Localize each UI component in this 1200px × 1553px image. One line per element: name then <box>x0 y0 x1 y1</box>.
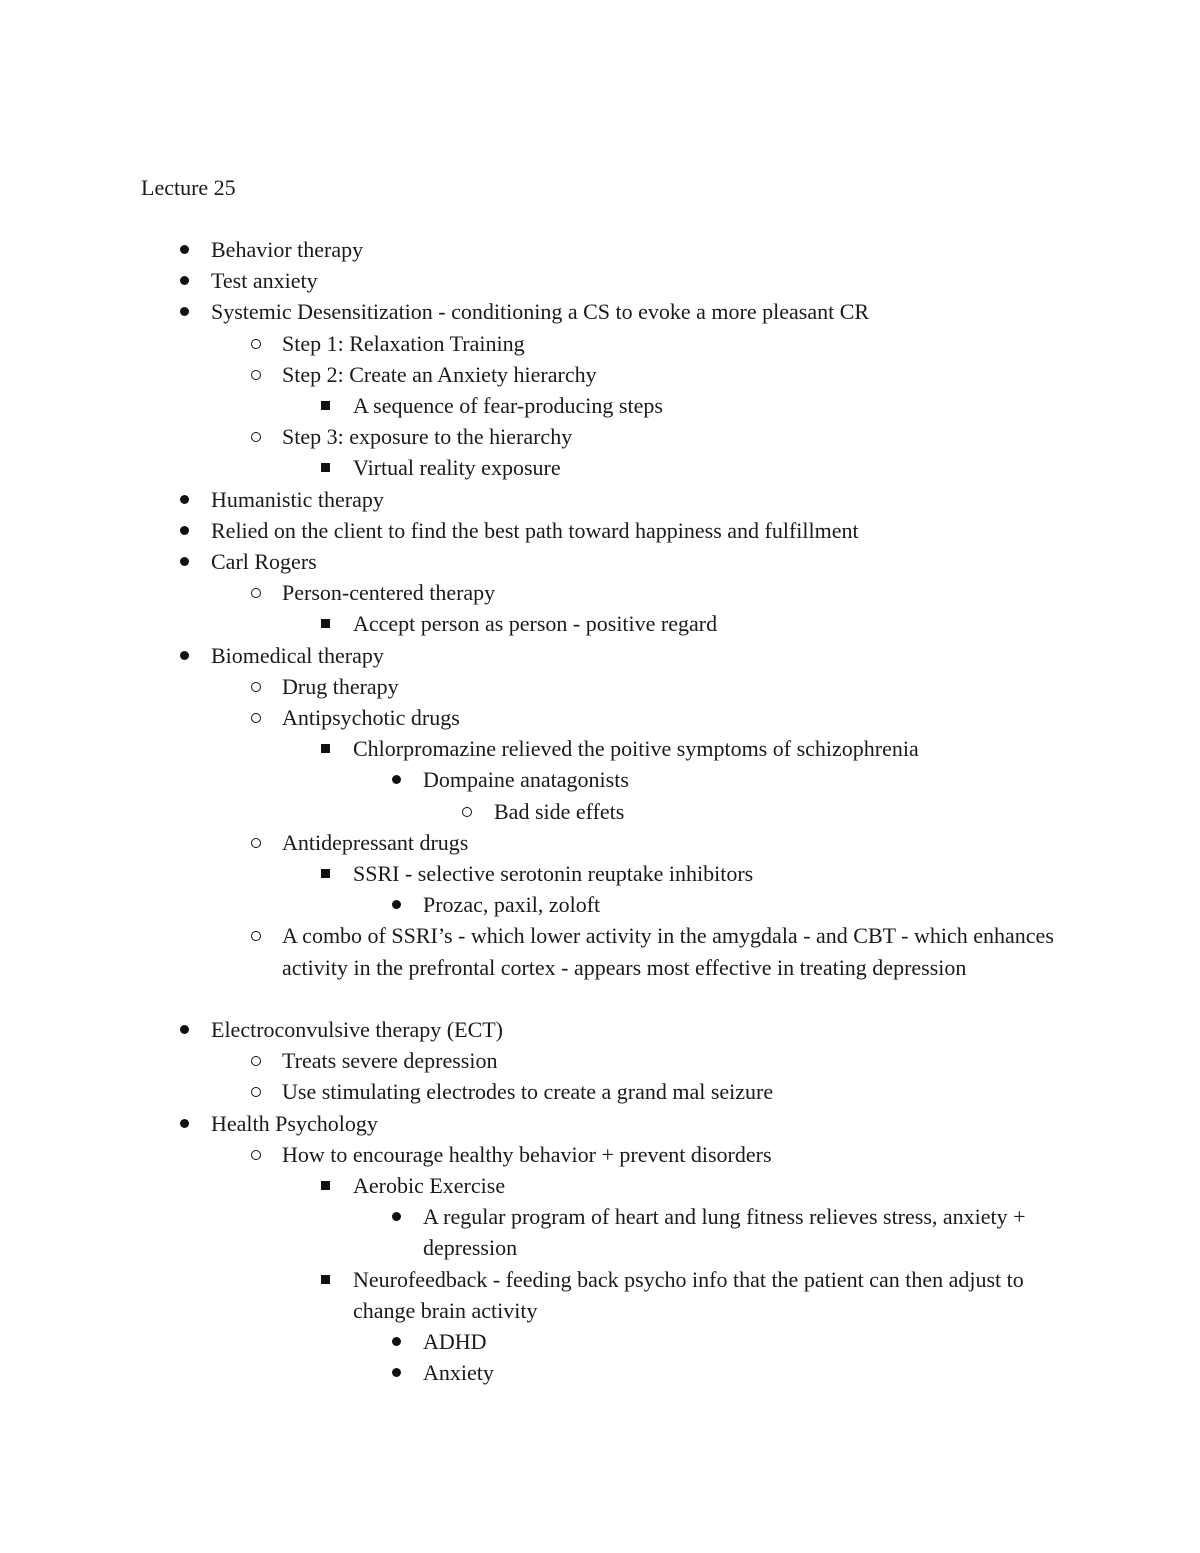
circle-bullet-icon <box>251 931 261 941</box>
list-item-text: Step 3: exposure to the hierarchy <box>282 424 573 450</box>
list-item-text: SSRI - selective serotonin reuptake inhibitors <box>353 861 754 886</box>
disc-bullet-icon <box>180 307 189 316</box>
circle-bullet-icon <box>462 807 472 817</box>
list-item-text: Accept person as person - positive regard <box>353 611 718 637</box>
disc-bullet-icon <box>180 276 189 285</box>
square-bullet-icon <box>321 619 330 628</box>
disc-bullet-icon <box>180 1119 189 1128</box>
list-item-text: How to encourage healthy behavior + prevent disorders <box>282 1141 772 1167</box>
circle-bullet-icon <box>251 1056 261 1066</box>
list-item-text: Drug therapy <box>282 673 399 699</box>
disc-bullet-icon <box>180 651 189 660</box>
list-item-text: Anxiety <box>423 1360 494 1386</box>
list-item-text: Neurofeedback - feeding back psycho info that the patient can then adjust to change brain activity <box>353 1266 1024 1323</box>
circle-bullet-icon <box>251 838 261 848</box>
square-bullet-icon <box>321 463 330 472</box>
list-item-text: A sequence of fear-producing steps <box>353 393 663 418</box>
list-item-text: Antipsychotic drugs <box>282 705 460 730</box>
list-item-text: Step 2: Create an Anxiety hierarchy <box>282 361 597 387</box>
disc-bullet-icon <box>180 1025 189 1034</box>
disc-bullet-icon <box>180 557 189 566</box>
list-item-text: Person-centered therapy <box>282 580 496 606</box>
list-item-text: Dompaine anatagonists <box>423 767 629 793</box>
square-bullet-icon <box>321 744 330 753</box>
circle-bullet-icon <box>251 1150 261 1160</box>
list-item-text: Prozac, paxil, zoloft <box>423 892 601 918</box>
list-item-text: Antidepressant drugs <box>282 829 469 855</box>
circle-bullet-icon <box>251 1087 261 1097</box>
circle-bullet-icon <box>251 682 261 692</box>
disc-bullet-icon <box>392 1368 401 1377</box>
circle-bullet-icon <box>251 339 261 349</box>
list-item-text: Test anxiety <box>211 268 318 294</box>
square-bullet-icon <box>321 869 330 878</box>
list-item-text: Behavior therapy <box>211 237 364 262</box>
list-item-text: Aerobic Exercise <box>353 1173 506 1198</box>
list-item-text: Use stimulating electrodes to create a grand mal seizure <box>282 1079 774 1105</box>
disc-bullet-icon <box>392 1212 401 1221</box>
list-item-text: Health Psychology <box>211 1110 378 1136</box>
disc-bullet-icon <box>180 245 189 254</box>
list-item-text: Chlorpromazine relieved the poitive symptoms of schizophrenia <box>353 736 919 762</box>
list-item-text: Carl Rogers <box>211 549 317 574</box>
list-item-text: A regular program of heart and lung fitness relieves stress, anxiety + depression <box>423 1204 1026 1261</box>
list-item-text: Virtual reality exposure <box>353 455 561 481</box>
list-item-text: Step 1: Relaxation Training <box>282 330 525 356</box>
square-bullet-icon <box>321 1181 330 1190</box>
list-item-text: Relied on the client to find the best path toward happiness and fulfillment <box>211 517 859 543</box>
square-bullet-icon <box>321 401 330 410</box>
disc-bullet-icon <box>392 775 401 784</box>
disc-bullet-icon <box>392 900 401 909</box>
list-item-text: Electroconvulsive therapy (ECT) <box>211 1017 504 1042</box>
circle-bullet-icon <box>251 713 261 723</box>
circle-bullet-icon <box>251 370 261 380</box>
list-item-text: Bad side effets <box>494 798 625 824</box>
list-item-text: ADHD <box>423 1329 487 1354</box>
list-item-text: A combo of SSRI’s - which lower activity in the amygdala - and CBT - which enhances activity in the prefrontal cortex - appears most effective in treating depression <box>282 923 1054 980</box>
circle-bullet-icon <box>251 432 261 442</box>
disc-bullet-icon <box>392 1337 401 1346</box>
disc-bullet-icon <box>180 526 189 535</box>
circle-bullet-icon <box>251 588 261 598</box>
page-title: Lecture 25 <box>141 175 236 200</box>
list-item-text: Humanistic therapy <box>211 486 384 512</box>
square-bullet-icon <box>321 1275 330 1284</box>
list-item-text: Biomedical therapy <box>211 642 384 668</box>
list-item-text: Systemic Desensitization - conditioning a CS to evoke a more pleasant CR <box>211 299 870 325</box>
list-item-text: Treats severe depression <box>282 1048 498 1074</box>
disc-bullet-icon <box>180 495 189 504</box>
